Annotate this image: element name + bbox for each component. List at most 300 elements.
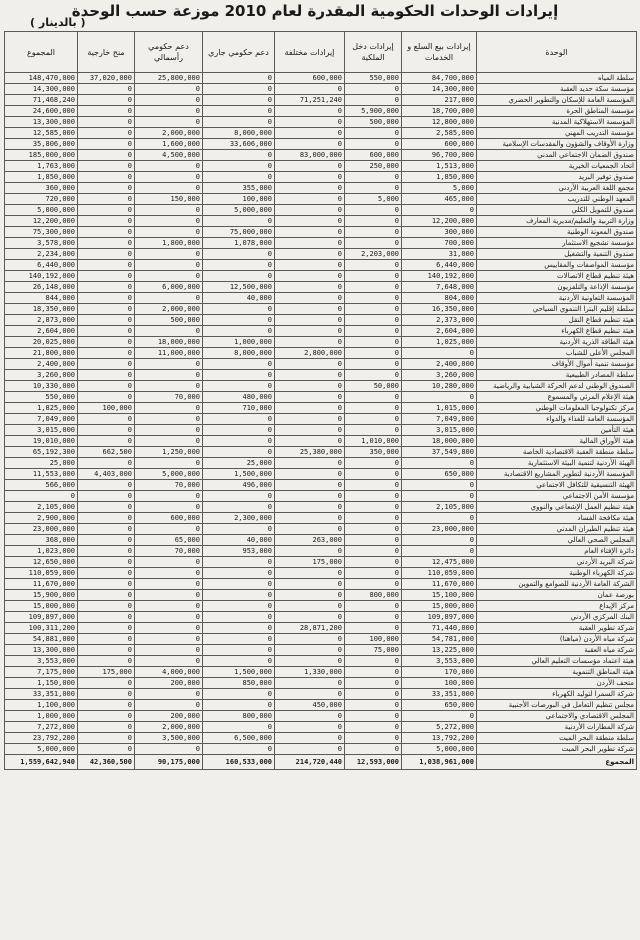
- value-cell: 2,873,000: [5, 315, 78, 326]
- value-cell: 8,000,000: [203, 128, 275, 139]
- value-cell: 0: [345, 546, 402, 557]
- value-cell: 4,500,000: [135, 150, 203, 161]
- value-cell: 0: [78, 579, 135, 590]
- value-cell: 1,150,000: [5, 678, 78, 689]
- value-cell: 0: [402, 205, 477, 216]
- unit-name-cell: هيئة تنظيم قطاع النقل: [477, 315, 637, 326]
- table-body: [5, 73, 637, 755]
- value-cell: 0: [345, 480, 402, 491]
- value-cell: 0: [345, 403, 402, 414]
- value-cell: 263,000: [275, 535, 345, 546]
- value-cell: 0: [275, 579, 345, 590]
- total-cell: 214,720,440: [275, 755, 345, 770]
- value-cell: 217,000: [402, 95, 477, 106]
- value-cell: 0: [135, 216, 203, 227]
- value-cell: 0: [135, 271, 203, 282]
- value-cell: 0: [78, 359, 135, 370]
- value-cell: 70,000: [135, 392, 203, 403]
- value-cell: 0: [135, 227, 203, 238]
- value-cell: 0: [345, 238, 402, 249]
- unit-name-cell: شركة الكهرباء الوطنية: [477, 568, 637, 579]
- value-cell: 0: [275, 315, 345, 326]
- value-cell: 0: [5, 491, 78, 502]
- unit-name-cell: هيئة المناطق التنموية: [477, 667, 637, 678]
- unit-name-cell: هيئة تنظيم الطيران المدني: [477, 524, 637, 535]
- value-cell: 0: [402, 392, 477, 403]
- value-cell: 40,000: [203, 293, 275, 304]
- value-cell: 0: [345, 557, 402, 568]
- value-cell: 14,300,000: [5, 84, 78, 95]
- table-row: [5, 73, 637, 84]
- value-cell: 0: [78, 194, 135, 205]
- value-cell: 2,105,000: [402, 502, 477, 513]
- value-cell: 0: [203, 689, 275, 700]
- unit-name-cell: سلطة المصادر الطبيعية: [477, 370, 637, 381]
- value-cell: 100,000: [402, 678, 477, 689]
- value-cell: 0: [345, 128, 402, 139]
- value-cell: 12,200,000: [402, 216, 477, 227]
- unit-name-cell: هيئة اعتماد مؤسسات التعليم العالي: [477, 656, 637, 667]
- unit-name-cell: مؤسسة التدريب المهني: [477, 128, 637, 139]
- value-cell: 0: [78, 502, 135, 513]
- value-cell: 0: [345, 535, 402, 546]
- value-cell: 0: [78, 84, 135, 95]
- unit-name-cell: صندوق توفير البريد: [477, 172, 637, 183]
- value-cell: 0: [345, 700, 402, 711]
- value-cell: 0: [203, 645, 275, 656]
- value-cell: 75,300,000: [5, 227, 78, 238]
- value-cell: 175,000: [275, 557, 345, 568]
- value-cell: 140,192,000: [402, 271, 477, 282]
- unit-name-cell: شركة تطوير البحر الميت: [477, 744, 637, 755]
- value-cell: 3,553,000: [5, 656, 78, 667]
- value-cell: 700,000: [402, 238, 477, 249]
- table-row: [5, 150, 637, 161]
- value-cell: 0: [275, 227, 345, 238]
- value-cell: 2,604,000: [5, 326, 78, 337]
- value-cell: 15,900,000: [5, 590, 78, 601]
- value-cell: 0: [203, 612, 275, 623]
- value-cell: 0: [275, 84, 345, 95]
- value-cell: 0: [345, 502, 402, 513]
- unit-name-cell: شركة مياه الأردن (مياهنا): [477, 634, 637, 645]
- unit-name-cell: صندوق المعونة الوطنية: [477, 227, 637, 238]
- unit-name-cell: المجلس الاقتصادي والاجتماعي: [477, 711, 637, 722]
- value-cell: 0: [345, 513, 402, 524]
- table-row: [5, 84, 637, 95]
- value-cell: 0: [135, 425, 203, 436]
- value-cell: 0: [135, 293, 203, 304]
- value-cell: 0: [345, 95, 402, 106]
- value-cell: 0: [203, 590, 275, 601]
- unit-name-cell: مؤسسة الأمن الاجتماعي: [477, 491, 637, 502]
- value-cell: 1,010,000: [345, 436, 402, 447]
- value-cell: 0: [402, 711, 477, 722]
- value-cell: 0: [345, 656, 402, 667]
- value-cell: 3,553,000: [402, 656, 477, 667]
- table-row: [5, 403, 637, 414]
- table-row: [5, 106, 637, 117]
- value-cell: 24,600,000: [5, 106, 78, 117]
- value-cell: 200,000: [135, 711, 203, 722]
- value-cell: 0: [345, 172, 402, 183]
- value-cell: 0: [135, 183, 203, 194]
- value-cell: 0: [78, 337, 135, 348]
- value-cell: 65,192,300: [5, 447, 78, 458]
- table-row: [5, 689, 637, 700]
- value-cell: 0: [275, 436, 345, 447]
- value-cell: 25,000: [203, 458, 275, 469]
- value-cell: 71,440,000: [402, 623, 477, 634]
- value-cell: 0: [135, 601, 203, 612]
- unit-name-cell: مؤسسة المناطق الحرة: [477, 106, 637, 117]
- value-cell: 3,015,000: [5, 425, 78, 436]
- value-cell: 109,897,000: [402, 612, 477, 623]
- value-cell: 800,000: [345, 590, 402, 601]
- value-cell: 600,000: [402, 139, 477, 150]
- value-cell: 84,700,000: [402, 73, 477, 84]
- value-cell: 0: [78, 425, 135, 436]
- table-row: [5, 238, 637, 249]
- value-cell: 0: [345, 293, 402, 304]
- value-cell: 7,049,000: [402, 414, 477, 425]
- value-cell: 0: [345, 392, 402, 403]
- table-row: [5, 623, 637, 634]
- value-cell: 600,000: [135, 513, 203, 524]
- value-cell: 12,800,000: [402, 117, 477, 128]
- value-cell: 0: [203, 216, 275, 227]
- value-cell: 0: [275, 425, 345, 436]
- value-cell: 0: [275, 238, 345, 249]
- value-cell: 65,000: [135, 535, 203, 546]
- value-cell: 6,440,000: [402, 260, 477, 271]
- value-cell: 0: [275, 106, 345, 117]
- value-cell: 0: [203, 623, 275, 634]
- value-cell: 11,670,000: [5, 579, 78, 590]
- value-cell: 0: [275, 480, 345, 491]
- value-cell: 70,000: [135, 546, 203, 557]
- value-cell: 0: [275, 414, 345, 425]
- value-cell: 37,020,000: [78, 73, 135, 84]
- table-row: [5, 491, 637, 502]
- value-cell: 0: [78, 260, 135, 271]
- value-cell: 13,225,000: [402, 645, 477, 656]
- value-cell: 21,800,000: [5, 348, 78, 359]
- value-cell: 0: [78, 590, 135, 601]
- value-cell: 10,280,000: [402, 381, 477, 392]
- value-cell: 0: [135, 381, 203, 392]
- value-cell: 12,500,000: [203, 282, 275, 293]
- value-cell: 0: [203, 73, 275, 84]
- unit-name-cell: هيئة تنظيم قطاع الكهرباء: [477, 326, 637, 337]
- value-cell: 0: [135, 359, 203, 370]
- value-cell: 0: [203, 744, 275, 755]
- value-cell: 1,850,000: [5, 172, 78, 183]
- value-cell: 0: [275, 260, 345, 271]
- value-cell: 0: [275, 689, 345, 700]
- header-property-income: إيرادات دخل الملكية: [345, 32, 402, 73]
- value-cell: 0: [135, 161, 203, 172]
- value-cell: 13,792,200: [402, 733, 477, 744]
- value-cell: 0: [135, 623, 203, 634]
- total-cell: 42,360,500: [78, 755, 135, 770]
- value-cell: 0: [78, 700, 135, 711]
- unit-name-cell: المؤسسة الأردنية لتطوير المشاريع الاقتصادية: [477, 469, 637, 480]
- value-cell: 0: [78, 150, 135, 161]
- value-cell: 0: [135, 744, 203, 755]
- value-cell: 0: [275, 524, 345, 535]
- table-row: [5, 282, 637, 293]
- value-cell: 550,000: [345, 73, 402, 84]
- value-cell: 0: [345, 601, 402, 612]
- value-cell: 0: [78, 480, 135, 491]
- value-cell: 0: [78, 315, 135, 326]
- table-row: [5, 722, 637, 733]
- table-row: [5, 656, 637, 667]
- value-cell: 350,000: [345, 447, 402, 458]
- table-row: [5, 128, 637, 139]
- value-cell: 0: [275, 546, 345, 557]
- value-cell: 600,000: [275, 73, 345, 84]
- value-cell: 0: [275, 645, 345, 656]
- value-cell: 0: [78, 557, 135, 568]
- value-cell: 13,300,000: [5, 117, 78, 128]
- value-cell: 0: [135, 634, 203, 645]
- value-cell: 25,380,000: [275, 447, 345, 458]
- table-row: [5, 546, 637, 557]
- value-cell: 2,203,000: [345, 249, 402, 260]
- value-cell: 0: [135, 458, 203, 469]
- value-cell: 0: [203, 161, 275, 172]
- value-cell: 11,670,000: [402, 579, 477, 590]
- unit-name-cell: البنك المركزي الأردني: [477, 612, 637, 623]
- unit-name-cell: سلطة منطقة العقبة الاقتصادية الخاصة: [477, 447, 637, 458]
- unit-name-cell: المؤسسة الاستهلاكية المدنية: [477, 117, 637, 128]
- value-cell: 0: [275, 161, 345, 172]
- page-title: إيرادات الوحدات الحكومية المقدرة لعام 2010 موزعة حسب الوحدة: [71, 2, 559, 20]
- value-cell: 0: [78, 436, 135, 447]
- value-cell: 0: [402, 458, 477, 469]
- value-cell: 0: [345, 359, 402, 370]
- value-cell: 11,000,000: [135, 348, 203, 359]
- table-row: [5, 183, 637, 194]
- value-cell: 5,000: [345, 194, 402, 205]
- value-cell: 0: [135, 326, 203, 337]
- value-cell: 0: [345, 304, 402, 315]
- table-row: [5, 678, 637, 689]
- table-row: [5, 194, 637, 205]
- value-cell: 18,000,000: [135, 337, 203, 348]
- table-row: [5, 161, 637, 172]
- value-cell: 1,078,000: [203, 238, 275, 249]
- unit-name-cell: هيئة الطاقة الذرية الأردنية: [477, 337, 637, 348]
- value-cell: 0: [345, 183, 402, 194]
- value-cell: 0: [345, 711, 402, 722]
- value-cell: 1,850,000: [402, 172, 477, 183]
- value-cell: 12,475,000: [402, 557, 477, 568]
- value-cell: 0: [402, 546, 477, 557]
- value-cell: 0: [78, 458, 135, 469]
- unit-name-cell: مركز تكنولوجيا المعلومات الوطني: [477, 403, 637, 414]
- value-cell: 15,000,000: [5, 601, 78, 612]
- value-cell: 50,000: [345, 381, 402, 392]
- header-unit: الوحدة: [477, 32, 637, 73]
- value-cell: 0: [78, 172, 135, 183]
- value-cell: 13,300,000: [5, 645, 78, 656]
- value-cell: 0: [402, 348, 477, 359]
- value-cell: 0: [275, 491, 345, 502]
- value-cell: 3,015,000: [402, 425, 477, 436]
- value-cell: 0: [78, 117, 135, 128]
- table-row: [5, 590, 637, 601]
- header-external-grants: منح خارجية: [78, 32, 135, 73]
- total-row: [5, 755, 637, 770]
- value-cell: 1,763,000: [5, 161, 78, 172]
- value-cell: 0: [135, 491, 203, 502]
- unit-name-cell: المعهد الوطني للتدريب: [477, 194, 637, 205]
- value-cell: 0: [135, 249, 203, 260]
- value-cell: 0: [78, 326, 135, 337]
- table-row: [5, 95, 637, 106]
- table-row: [5, 480, 637, 491]
- value-cell: 0: [275, 403, 345, 414]
- value-cell: 1,250,000: [135, 447, 203, 458]
- value-cell: 0: [275, 678, 345, 689]
- value-cell: 15,000,000: [402, 601, 477, 612]
- value-cell: 0: [78, 271, 135, 282]
- value-cell: 1,025,000: [402, 337, 477, 348]
- value-cell: 0: [345, 612, 402, 623]
- value-cell: 75,000,000: [203, 227, 275, 238]
- table-row: [5, 436, 637, 447]
- value-cell: 0: [78, 392, 135, 403]
- value-cell: 3,260,000: [402, 370, 477, 381]
- value-cell: 23,000,000: [402, 524, 477, 535]
- total-cell: 160,533,000: [203, 755, 275, 770]
- value-cell: 140,192,000: [5, 271, 78, 282]
- value-cell: 0: [135, 106, 203, 117]
- value-cell: 100,000: [78, 403, 135, 414]
- value-cell: 26,148,000: [5, 282, 78, 293]
- value-cell: 0: [275, 249, 345, 260]
- value-cell: 100,000: [203, 194, 275, 205]
- value-cell: 110,059,000: [402, 568, 477, 579]
- value-cell: 1,000,000: [5, 711, 78, 722]
- value-cell: 2,000,000: [135, 128, 203, 139]
- value-cell: 0: [345, 722, 402, 733]
- value-cell: 0: [78, 744, 135, 755]
- value-cell: 2,800,000: [275, 348, 345, 359]
- value-cell: 0: [135, 656, 203, 667]
- value-cell: 650,000: [402, 700, 477, 711]
- unit-name-cell: شركة المطارات الأردنية: [477, 722, 637, 733]
- value-cell: 3,260,000: [5, 370, 78, 381]
- unit-name-cell: هيئة الإعلام المرئي والمسموع: [477, 392, 637, 403]
- value-cell: 100,311,200: [5, 623, 78, 634]
- value-cell: 0: [203, 414, 275, 425]
- unit-name-cell: الشركة العامة الأردنية للصوامع والتموين: [477, 579, 637, 590]
- value-cell: 0: [135, 524, 203, 535]
- value-cell: 0: [275, 733, 345, 744]
- value-cell: 0: [203, 436, 275, 447]
- value-cell: 0: [203, 84, 275, 95]
- value-cell: 0: [345, 260, 402, 271]
- value-cell: 0: [345, 271, 402, 282]
- value-cell: 75,000: [345, 645, 402, 656]
- value-cell: 0: [78, 623, 135, 634]
- value-cell: 0: [345, 216, 402, 227]
- value-cell: 0: [78, 546, 135, 557]
- value-cell: 600,000: [345, 150, 402, 161]
- value-cell: 0: [275, 370, 345, 381]
- value-cell: 0: [345, 348, 402, 359]
- value-cell: 0: [78, 414, 135, 425]
- value-cell: 0: [78, 711, 135, 722]
- value-cell: 2,373,000: [402, 315, 477, 326]
- table-row: [5, 271, 637, 282]
- value-cell: 0: [203, 315, 275, 326]
- value-cell: 2,400,000: [402, 359, 477, 370]
- unit-name-cell: مجلس تنظيم التعامل في البورصات الأجنبية: [477, 700, 637, 711]
- value-cell: 1,015,000: [402, 403, 477, 414]
- value-cell: 23,000,000: [5, 524, 78, 535]
- value-cell: 18,350,000: [5, 304, 78, 315]
- value-cell: 0: [78, 238, 135, 249]
- value-cell: 1,500,000: [203, 469, 275, 480]
- value-cell: 496,000: [203, 480, 275, 491]
- value-cell: 0: [203, 271, 275, 282]
- value-cell: 0: [203, 150, 275, 161]
- value-cell: 0: [203, 359, 275, 370]
- currency-unit-note: ( بالدينار ): [30, 16, 86, 29]
- value-cell: 0: [275, 502, 345, 513]
- total-label: المجموع: [477, 755, 637, 770]
- unit-name-cell: شركة تطوير العقبة: [477, 623, 637, 634]
- value-cell: 6,440,000: [5, 260, 78, 271]
- value-cell: 0: [203, 634, 275, 645]
- value-cell: 0: [275, 469, 345, 480]
- value-cell: 0: [345, 667, 402, 678]
- table-row: [5, 612, 637, 623]
- value-cell: 0: [345, 744, 402, 755]
- value-cell: 5,000,000: [135, 469, 203, 480]
- value-cell: 0: [78, 183, 135, 194]
- value-cell: 0: [203, 502, 275, 513]
- value-cell: 720,000: [5, 194, 78, 205]
- value-cell: 0: [78, 128, 135, 139]
- unit-name-cell: المجلس الأعلى للشباب: [477, 348, 637, 359]
- value-cell: 0: [135, 403, 203, 414]
- value-cell: 0: [203, 260, 275, 271]
- unit-name-cell: وزارة الأوقاف والشؤون والمقدسات الإسلامية: [477, 139, 637, 150]
- value-cell: 0: [78, 304, 135, 315]
- unit-name-cell: صندوق التنمية والتشغيل: [477, 249, 637, 260]
- value-cell: 0: [275, 634, 345, 645]
- value-cell: 5,000,000: [5, 744, 78, 755]
- value-cell: 0: [78, 282, 135, 293]
- value-cell: 0: [345, 205, 402, 216]
- value-cell: 480,000: [203, 392, 275, 403]
- value-cell: 0: [275, 293, 345, 304]
- value-cell: 0: [135, 84, 203, 95]
- value-cell: 110,059,000: [5, 568, 78, 579]
- revenue-table: [4, 31, 637, 770]
- header-misc-revenue: إيرادات مختلفة: [275, 32, 345, 73]
- value-cell: 12,200,000: [5, 216, 78, 227]
- value-cell: 7,648,000: [402, 282, 477, 293]
- value-cell: 25,000: [5, 458, 78, 469]
- value-cell: 0: [275, 337, 345, 348]
